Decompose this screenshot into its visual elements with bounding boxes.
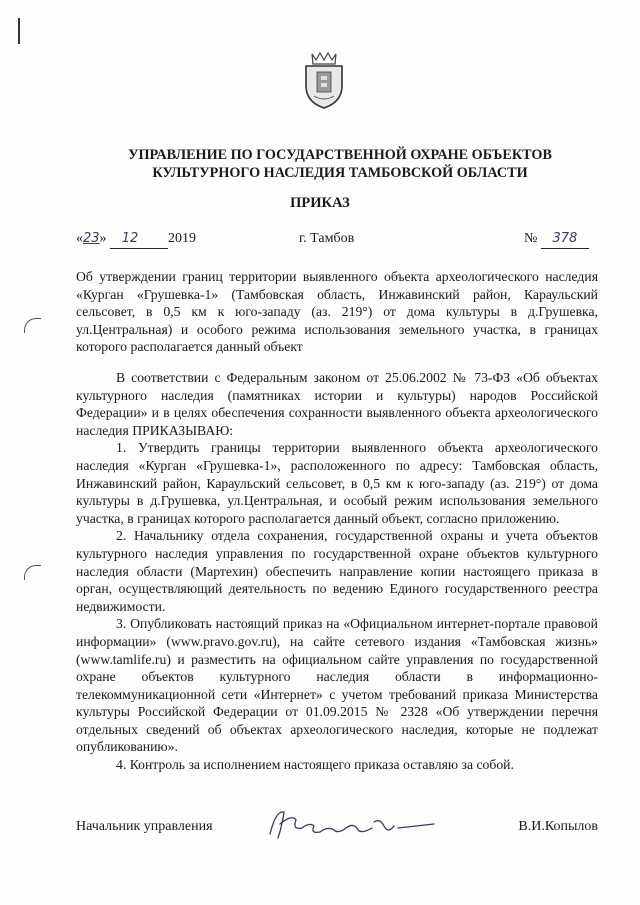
document-subject: Об утверждении границ территории выявленного объекта археологического наследия «Курган «Грушевка-1» (Тамбовская область, Инжавинский район, Караульский сельсовет, в 0,5 км к юго-западу (аз. 219°) от дома культуры в д.Грушевка, ул.Центральная) и особого режима использования земельного участка, в границах которого располагается данный объект [76,269,598,355]
signature-block [76,818,598,842]
date-number-row [76,230,616,250]
coat-of-arms-icon [302,50,346,110]
date-month: 12 [121,231,139,246]
organization-title [60,146,620,182]
signatory-name: В.И.Копылов [518,819,598,834]
punch-hole-mark [24,318,41,333]
scan-margin-mark [18,18,20,44]
document-body [76,369,598,774]
organization-title-line1: УПРАВЛЕНИЕ ПО ГОСУДАРСТВЕННОЙ ОХРАНЕ ОБЪЕКТОВ [128,147,552,163]
signatory-position: Начальник управления [76,819,213,834]
document-city: г. Тамбов [299,231,355,246]
number-label: № [524,231,538,246]
document-type: ПРИКАЗ [290,195,350,211]
date-year: 2019 [168,231,197,246]
document-number [524,230,589,249]
punch-hole-mark [24,565,41,580]
preamble-paragraph: В соответствии с Федеральным законом от 25.06.2002 № 73-ФЗ «Об объектах культурного наследия (памятниках истории и культуры) народов Российской Федерации» и в целях обеспечения сохранности выявленного объекта археологического наследия ПРИКАЗЫВАЮ: [76,370,598,438]
date-blank [150,230,168,249]
order-item: 3. Опубликовать настоящий приказ на «Официальном интернет-портале правовой информации» (www.pravo.gov.ru), на сайте сетевого издания «Тамбовская жизнь» (www.tamlife.ru) и разместить на официальном сайте управления по государственной охране объектов культурного наследия области в информационно-телекоммуникационной сети «Интернет» с учетом требований приказа Министерства культуры Российской Федерации от 01.09.2015 № 2328 «Об утверждении перечня отдельных сведений об объектах археологического наследия, которые не подлежат опубликованию». [76,616,598,755]
organization-title-line2: КУЛЬТУРНОГО НАСЛЕДИЯ ТАМБОВСКОЙ ОБЛАСТИ [152,165,528,181]
date-day: 23 [83,231,100,246]
document-date: «23» 12 2019 [76,230,196,249]
order-item: 2. Начальнику отдела сохранения, государственной охраны и учета объектов культурного наследия управления по государственной охране объектов культурного наследия области (Мартехин) обеспечить направление копии настоящего приказа в орган, осуществляющий деятельность по ведению Единого государственного реестра недвижимости. [76,528,598,614]
order-item: 4. Контроль за исполнением настоящего приказа оставляю за собой. [116,757,514,773]
number-value: 378 [552,231,578,246]
number-field [541,230,589,249]
date-month-field [110,230,150,249]
handwritten-signature [262,804,438,844]
order-item: 1. Утвердить границы территории выявленного объекта археологического наследия «Курган «Грушевка-1», расположенного по адресу: Тамбовская область, Инжавинский район, Караульский сельсовет, в 0,5 км к юго-западу (аз. 219°) от дома культуры в д.Грушевка, ул.Центральная, и особый режим использования земельного участка, в границах которого располагается данный объект, согласно приложению. [76,440,598,526]
